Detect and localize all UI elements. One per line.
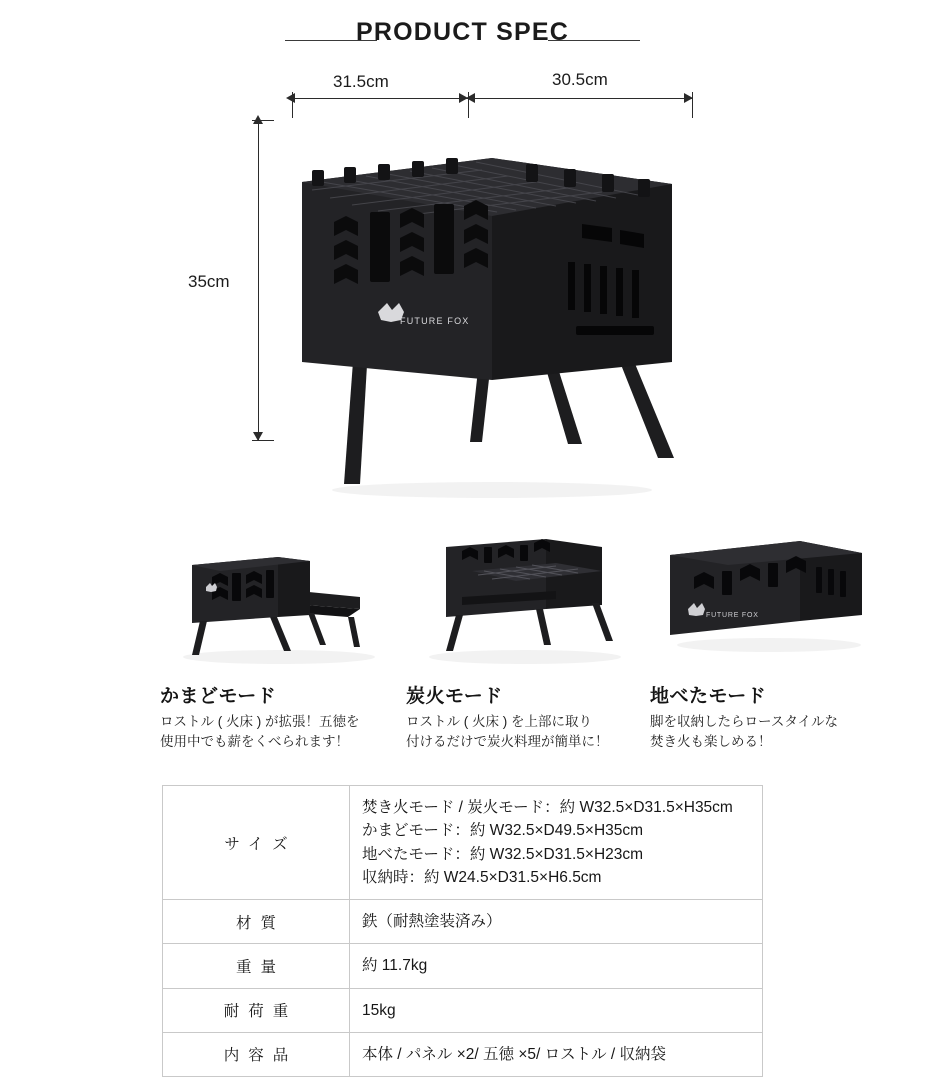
page-header [0,18,925,55]
mode-desc-kamado-line2: 使用中でも薪をくべられます！ [160,733,349,749]
mode-desc-kamado-line1: ロストル ( 火床 ) が拡張！五徳を [160,714,360,729]
spec-label-size-text: サイズ [224,835,297,853]
table-row [163,944,763,988]
mode-cards-section [0,505,925,785]
dimension-label-width-left: 31.5cm [333,72,389,91]
kamado-mode-photo [160,505,398,673]
table-row [163,900,763,944]
spec-label-contents-text: 内容品 [223,1047,298,1065]
spec-value-weight [350,944,763,988]
spec-table [162,785,763,1077]
table-row [163,988,763,1032]
mode-desc-sumibi-line2: 付けるだけで炭火料理が簡単に！ [406,733,609,749]
mode-desc-kamado [160,712,398,751]
jibeta-mode-photo [650,505,888,673]
mode-title-kamado: かまどモード [160,686,277,707]
mode-card-sumibi [406,505,644,751]
mode-desc-jibeta-line2: 焚き火も楽しめる！ [650,733,772,749]
mode-desc-jibeta [650,712,888,751]
spec-value-size-line4: 収納時：約 W24.5×D31.5×H6.5cm [362,868,602,886]
svg-text:FUTURE FOX: FUTURE FOX [400,316,470,326]
spec-label-contents [163,1032,350,1076]
dimension-label-width-right: 30.5cm [552,70,608,89]
spec-label-weight [163,944,350,988]
mode-card-jibeta [650,505,888,751]
spec-label-weight-text: 重量 [235,958,285,976]
svg-text:FUTURE FOX: FUTURE FOX [706,612,759,619]
sumibi-mode-photo [406,505,644,673]
table-row [163,786,763,900]
page-title: PRODUCT SPEC [355,18,570,46]
dimension-line-height [258,120,259,440]
spec-value-load [350,988,763,1032]
spec-label-material-text: 材質 [235,914,285,932]
spec-value-load-line1: 15kg [362,1001,396,1019]
arrow-head-left-2 [466,93,475,103]
dimension-label-height: 35cm [188,272,230,291]
spec-label-size [163,786,350,900]
brand-logo [370,360,490,384]
arrow-head-left-1 [286,93,295,103]
spec-value-size-line3: 地べたモード：約 W32.5×D31.5×H23cm [362,845,644,863]
spec-label-load-text: 耐荷重 [223,1003,298,1021]
dimension-line-width-left [292,98,468,99]
dimension-line-width-right [470,98,692,99]
mode-desc-sumibi [406,712,644,751]
mode-card-kamado [160,505,398,751]
dimension-tick-bottom [252,440,274,441]
spec-value-contents-line1: 本体 / パネル ×2/ 五徳 ×5/ ロストル / 収納袋 [362,1045,667,1063]
mode-title-jibeta: 地べたモード [650,686,767,707]
mode-desc-jibeta-line1: 脚を収納したらロースタイルな [650,714,839,729]
spec-label-material [163,900,350,944]
dimension-tick-top [252,120,274,121]
hero-product-figure [0,60,925,500]
mode-desc-sumibi-line1: ロストル ( 火床 ) を上部に取り [406,714,592,729]
spec-value-contents [350,1032,763,1076]
spec-label-load [163,988,350,1032]
spec-value-size [350,786,763,900]
spec-value-weight-line1: 約 11.7kg [362,957,428,975]
spec-value-size-line2: かまどモード：約 W32.5×D49.5×H35cm [362,822,644,840]
mode-title-sumibi: 炭火モード [406,686,503,707]
product-illustration [282,112,702,502]
spec-value-material-line1: 鉄（耐熱塗装済み） [362,913,502,930]
spec-value-size-line1: 焚き火モード / 炭火モード：約 W32.5×D31.5×H35cm [362,799,733,816]
table-row [163,1032,763,1076]
spec-value-material [350,900,763,944]
